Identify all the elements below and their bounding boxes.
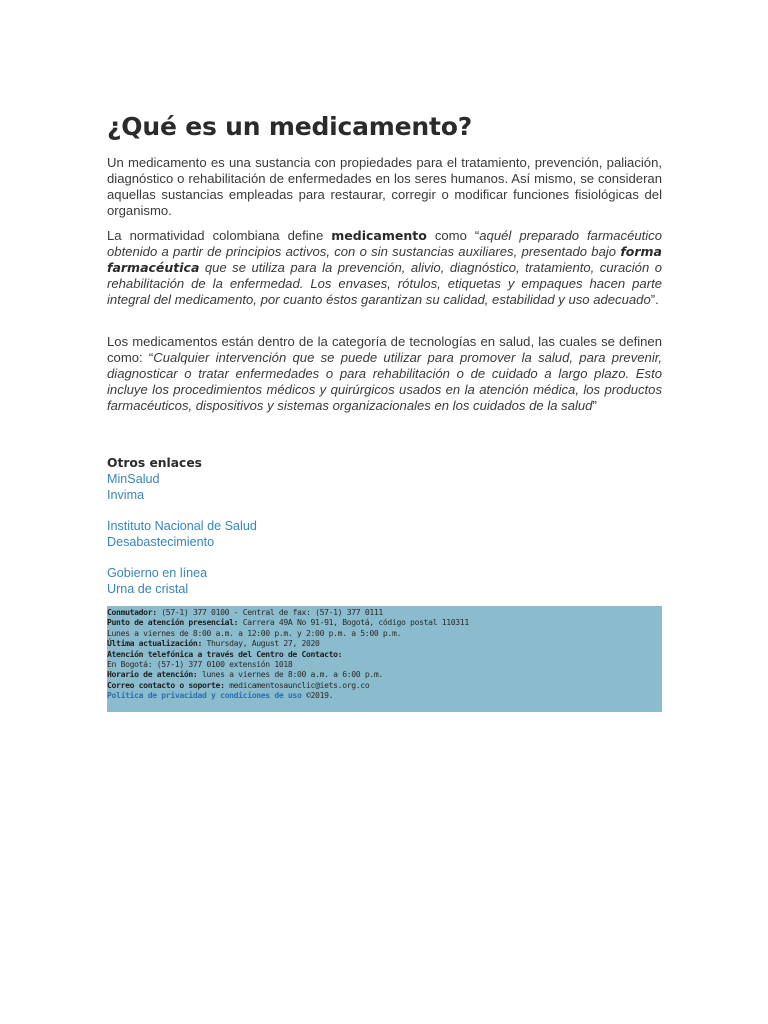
footer-actualizacion-value: Thursday, August 27, 2020 (201, 638, 320, 649)
otros-enlaces-heading: Otros enlaces (107, 456, 203, 470)
link-instituto-nacional-de-salud[interactable]: Instituto Nacional de Salud (107, 519, 257, 533)
footer-punto-atencion (107, 617, 662, 627)
footer-horario-value: lunes a viernes de 8:00 a.m. a 6:00 p.m. (197, 669, 383, 680)
p3-end: ” (592, 398, 597, 413)
link-gobierno-en-linea[interactable]: Gobierno en línea (107, 566, 208, 580)
p3-intro: Los medicamentos están dentro de la categoría de tecnologías en salud, las cuales se definen como: “ (107, 334, 662, 365)
links-spacer (107, 550, 407, 565)
p2-end: ”. (650, 292, 659, 307)
footer-contact-info (107, 606, 662, 712)
footer-conmutador (107, 607, 662, 617)
page-title: ¿Qué es un medicamento? (107, 112, 473, 141)
otros-enlaces (107, 455, 407, 597)
p3-quote: Cualquier intervención que se puede utilizar para promover la salud, para prevenir, diagnosticar o tratar enfermedades o para rehabilitación o de cuidado a largo plazo. Esto incluye los procedimientos médicos y quirúrgicos usados en la atención médica, los productos farmacéuticos, dispositivos y sistemas organizacionales en los cuidados de la salud (107, 350, 662, 413)
footer-actualizacion (107, 638, 662, 648)
footer-contacto-label: Atención telefónica a través del Centro de Contacto: (107, 648, 343, 659)
footer-horario-punto: Lunes a viernes de 8:00 a.m. a 12:00 p.m. y 2:00 p.m. a 5:00 p.m. (107, 627, 401, 638)
politica-privacidad-link[interactable]: Política de privacidad y condiciones de uso (107, 690, 302, 701)
link-desabastecimiento[interactable]: Desabastecimiento (107, 535, 215, 549)
p2-forma-farmaceutica: forma farmacéutica (107, 244, 662, 275)
footer-actualizacion-label: Última actualización: (107, 638, 202, 649)
link-invima[interactable]: Invima (107, 488, 145, 502)
link-urna-de-cristal[interactable]: Urna de cristal (107, 582, 189, 596)
footer-copyright: ©2019. (301, 690, 334, 701)
p2-como: como “ (426, 228, 480, 243)
footer-correo-label: Correo contacto o soporte: (107, 679, 225, 690)
links-spacer (107, 503, 407, 518)
footer-conmutador-label: Conmutador: (107, 607, 157, 617)
footer-contacto (107, 649, 662, 659)
paragraph-normatividad (107, 228, 662, 308)
footer-correo (107, 680, 662, 690)
footer-punto-label: Punto de atención presencial: (107, 617, 239, 628)
link-minsalud[interactable]: MinSalud (107, 472, 160, 486)
paragraph-definition: Un medicamento es una sustancia con propiedades para el tratamiento, prevención, paliación, diagnóstico o rehabilitación de enfermedades en los seres humanos. Así mismo, se consideran aquellas sustancias empleadas para restaurar, corregir o modificar funciones fisiológicas del organismo. (107, 155, 662, 218)
footer-punto-value: Carrera 49A No 91-91, Bogotá, código postal 110311 (238, 617, 469, 628)
footer-politica (107, 690, 662, 700)
p2-quote-b: que se utiliza para la prevención, alivio, diagnóstico, tratamiento, curación o rehabilitación de la enfermedad. Los envases, rótulos, etiquetas y empaques hacen parte integral del medicamento, por cuanto éstos garantizan su calidad, estabilidad y uso adecuado (107, 260, 662, 307)
p2-term-medicamento: medicamento (331, 228, 427, 243)
footer-horario-label: Horario de atención: (107, 669, 198, 680)
footer-horario (107, 669, 662, 679)
footer-correo-value[interactable]: medicamentosaunclic@iets.org.co (224, 679, 370, 690)
p2-intro: La normatividad colombiana define (107, 228, 332, 243)
footer-conmutador-value: (57-1) 377 0100 - Central de fax: (57-1) 377 0111 (156, 607, 383, 617)
footer-bogota: En Bogotá: (57-1) 377 0100 extensión 1018 (107, 659, 293, 670)
paragraph-tecnologias (107, 334, 662, 414)
p2-quote-a: aquél preparado farmacéutico obtenido a partir de principios activos, con o sin sustancias auxiliares, presentado bajo (107, 228, 663, 259)
